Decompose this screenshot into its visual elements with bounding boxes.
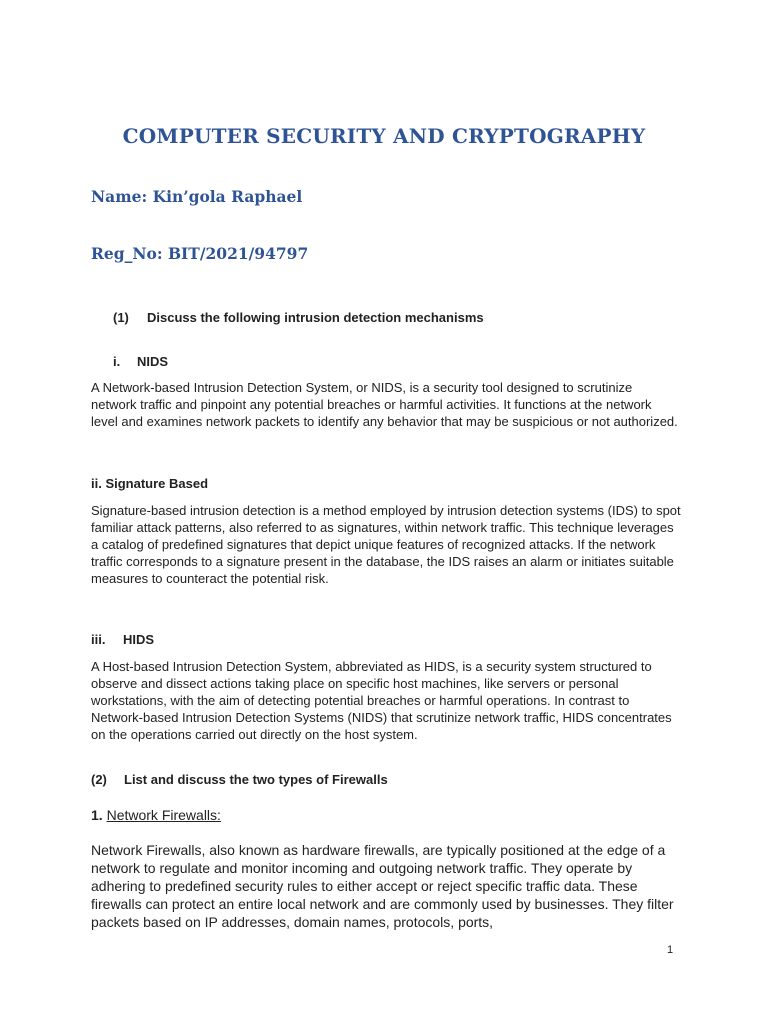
question-1-heading (91, 309, 681, 326)
network-firewalls-number: 1. (91, 807, 103, 823)
nids-number: i. (113, 354, 121, 369)
network-firewalls-heading (91, 806, 681, 824)
question-1-number: (1) (113, 310, 129, 325)
signature-based-paragraph: Signature-based intrusion detection is a method employed by intrusion detection systems (IDS) to spot familiar attack patterns, also referred to as signatures, within network traffic. This technique leverages a catalog of predefined signatures that depict unique features of recognized attacks. If the network traffic corresponds to a signature present in the database, the IDS raises an alarm or initiates suitable measures to counteract the potential risk. (91, 503, 681, 586)
hids-heading (91, 631, 681, 648)
question-1-text: Discuss the following intrusion detection mechanisms (147, 310, 484, 325)
page-number: 1 (667, 944, 674, 956)
hids-number: iii. (91, 632, 106, 647)
question-2-heading (91, 771, 681, 788)
signature-based-heading: ii. Signature Based (91, 476, 209, 491)
hids-title: HIDS (123, 632, 155, 647)
student-name: Name: Kin’gola Raphael (91, 187, 303, 206)
question-2-text: List and discuss the two types of Firewalls (124, 772, 388, 787)
network-firewalls-label: Network Firewalls (106, 807, 218, 823)
hids-paragraph: A Host-based Intrusion Detection System, abbreviated as HIDS, is a security system structured to observe and dissect actions taking place on specific host machines, like servers or personal workstations, with the aim of detecting potential breaches or harmful operations. In contrast to Network-based Intrusion Detection Systems (NIDS) that scrutinize network traffic, HIDS concentrates on the operations carried out directly on the host system. (91, 659, 672, 742)
nids-paragraph: A Network-based Intrusion Detection System, or NIDS, is a security tool designed to scrutinize network traffic and pinpoint any potential breaches or harmful activities. It functions at the network level and examines network packets to identify any behavior that may be suspicious or not authorized. (91, 380, 678, 429)
document-title: COMPUTER SECURITY AND CRYPTOGRAPHY (122, 124, 646, 148)
network-firewalls-paragraph: Network Firewalls, also known as hardware firewalls, are typically positioned at the edge of a network to regulate and monitor incoming and outgoing network traffic. They operate by adhering to predefined security rules to either accept or reject specific traffic data. These firewalls can protect an entire local network and are commonly used by businesses. They filter packets based on IP addresses, domain names, protocols, ports, (91, 842, 674, 930)
question-2-number: (2) (91, 772, 107, 787)
nids-heading (91, 353, 681, 370)
nids-title: NIDS (137, 354, 169, 369)
network-firewalls-colon: : (217, 807, 221, 823)
registration-number: Reg_No: BIT/2021/94797 (91, 244, 309, 263)
